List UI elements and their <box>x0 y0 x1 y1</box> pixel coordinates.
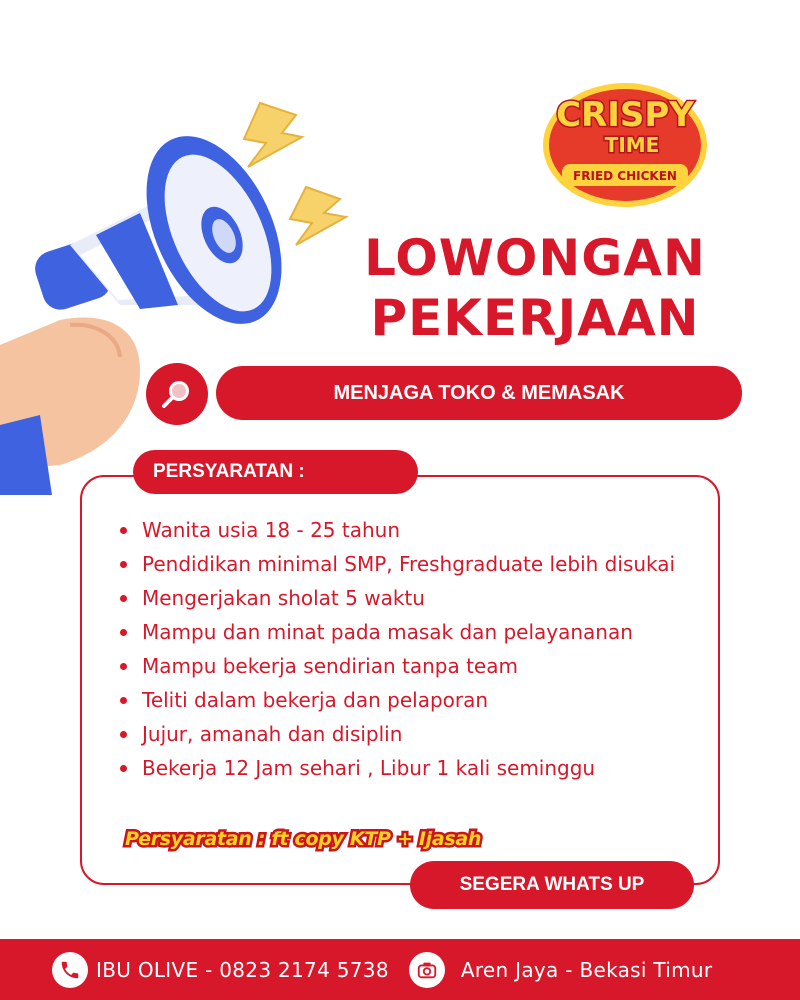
list-item: Teliti dalam bekerja dan pelaporan <box>118 683 718 717</box>
list-item: Pendidikan minimal SMP, Freshgraduate lebih disukai <box>118 547 718 581</box>
crispy-time-logo <box>540 80 710 210</box>
requirements-heading: PERSYARATAN : <box>133 450 418 494</box>
camera-icon <box>409 952 445 988</box>
headline <box>300 228 770 348</box>
list-item: Bekerja 12 Jam sehari , Libur 1 kali seminggu <box>118 751 718 785</box>
list-item: Jujur, amanah dan disiplin <box>118 717 718 751</box>
headline-line-1: LOWONGAN <box>364 229 706 287</box>
requirements-list <box>118 513 718 785</box>
logo-time-text: TIME <box>604 133 660 157</box>
documents-note: Persyaratan : ft copy KTP + Ijasah <box>125 828 482 850</box>
search-icon <box>146 363 208 425</box>
lightning-bolt-icon <box>244 103 302 167</box>
position-title: MENJAGA TOKO & MEMASAK <box>216 366 742 420</box>
whatsapp-cta-button[interactable]: SEGERA WHATS UP <box>410 861 694 909</box>
list-item: Wanita usia 18 - 25 tahun <box>118 513 718 547</box>
contact-text: IBU OLIVE - 0823 2174 5738 <box>96 957 389 982</box>
list-item: Mampu dan minat pada masak dan pelayananan <box>118 615 718 649</box>
location-text: Aren Jaya - Bekasi Timur <box>460 957 713 982</box>
headline-line-2: PEKERJAAN <box>370 289 700 347</box>
phone-icon <box>52 952 88 988</box>
list-item: Mengerjakan sholat 5 waktu <box>118 581 718 615</box>
logo-subtitle: FRIED CHICKEN <box>573 169 677 183</box>
footer <box>0 939 800 1000</box>
list-item: Mampu bekerja sendirian tanpa team <box>118 649 718 683</box>
logo-title: CRISPY <box>556 95 694 135</box>
